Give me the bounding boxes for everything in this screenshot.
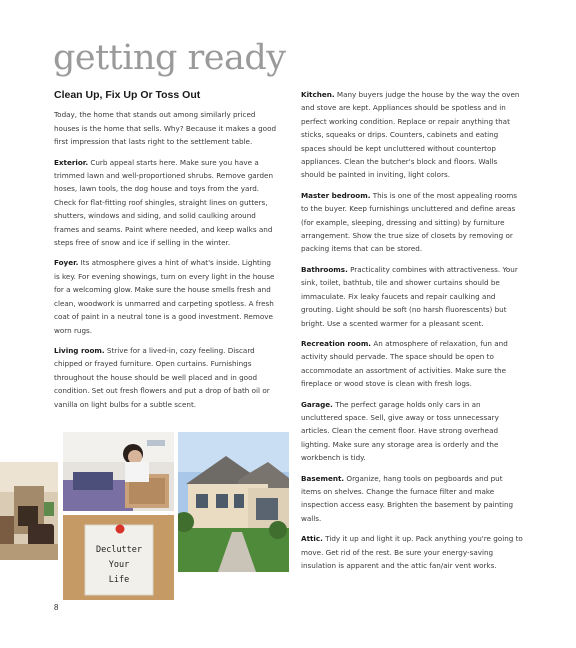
basement-paragraph: Basement. Organize, hang tools on pegboards and put items on shelves. Change the furnace filter and make inspection access easy. Brighten the basement by painting walls.: [301, 473, 514, 523]
garage-paragraph: Garage. The perfect garage holds only cars in an uncluttered space. Sell, give away or toss unnecessary articles. Clean the cement floor. Have strong overhead lighting. Make sure any storage area is orderly and the workbench is tidy.: [301, 399, 499, 463]
left-column: [54, 88, 278, 418]
pushpin-icon: [116, 525, 125, 534]
living-room-photo: [0, 462, 58, 560]
house-exterior-photo: [178, 432, 289, 572]
note-line-1: Declutter: [95, 545, 143, 555]
declutter-note-photo: [63, 515, 174, 600]
note-line-2: Your: [108, 560, 130, 570]
recreation-room-paragraph: Recreation room. An atmosphere of relaxation, fun and activity should pervade. The space should be open to accommodate an assortment of activities. Make sure the fireplace or wood stove is clean with fresh logs.: [301, 338, 508, 389]
page-title: getting ready: [53, 38, 286, 78]
right-column: [301, 88, 523, 579]
kitchen-paragraph: Kitchen. Many buyers judge the house by the way the oven and stove are kept. Appliances should be spotless and in perfect working condition. Replace or repair anything that sticks, squeaks or drips. Counters, cabinets and eating spaces should be kept uncluttered without countertop appliances. Clean the butcher's block and floors. Walls should be painted in inviting, light colors.: [301, 90, 520, 180]
exterior-paragraph: Exterior. Curb appeal starts here. Make sure you have a trimmed lawn and well-proportioned shrubs. Remove garden hoses, lawn tools, the dog house and toys from the yard. Check for flat-fitting roof shingles, straight lines on gutters, shutters, windows and siding, and solid caulking around frames and seams. Paint where needed, and keep walks and steps free of snow and ice if selling in the winter.: [54, 157, 274, 248]
corkboard-illustration: [63, 515, 174, 600]
living-room-paragraph: Living room. Strive for a lived-in, cozy feeling. Discard chipped or frayed furniture. Open curtains. Furnishings throughout the house should be well placed and in good condition. Set out fresh flowers and put a drop of bath oil or vanilla on light bulbs for a subtle scent.: [54, 345, 270, 409]
page-number: 8: [54, 603, 59, 612]
note-line-3: Life: [108, 575, 130, 585]
master-bedroom-paragraph: Master bedroom. This is one of the most appealing rooms to the buyer. Keep furnishings uncluttered and define areas (for example, sleeping, dressing and sitting) by furniture arrangement. Show the true size of closets by removing or packing items that can be stored.: [301, 190, 518, 254]
packing-photo: [63, 432, 174, 511]
bathrooms-paragraph: Bathrooms. Practicality combines with attractiveness. Your sink, toilet, bathtub, tile and shower curtains should be immaculate. Fix leaky faucets and repair caulking and grouting. Light should be soft (no harsh fluorescents) but bright. Use a scented warmer for a pleasant scent.: [301, 264, 518, 328]
foyer-paragraph: Foyer. Its atmosphere gives a hint of what's inside. Lighting is key. For evening showings, turn on every light in the house for a welcoming glow. Make sure the house smells fresh and clean, woodwork is unmarred and carpeting spotless. A fresh coat of paint in a neutral tone is a good investment. Remove worn rugs.: [54, 258, 275, 335]
section-heading: Clean Up, Fix Up Or Toss Out: [54, 89, 201, 101]
intro-paragraph: Today, the home that stands out among similarly priced houses is the home that sells. Why? Because it makes a good first impression that lasts right to the settlement table.: [54, 110, 277, 147]
attic-paragraph: Attic. Tidy it up and light it up. Pack anything you're going to move. Get rid of the rest. Be sure your energy-saving insulation is apparent and the attic fan/air vent works.: [301, 534, 523, 570]
